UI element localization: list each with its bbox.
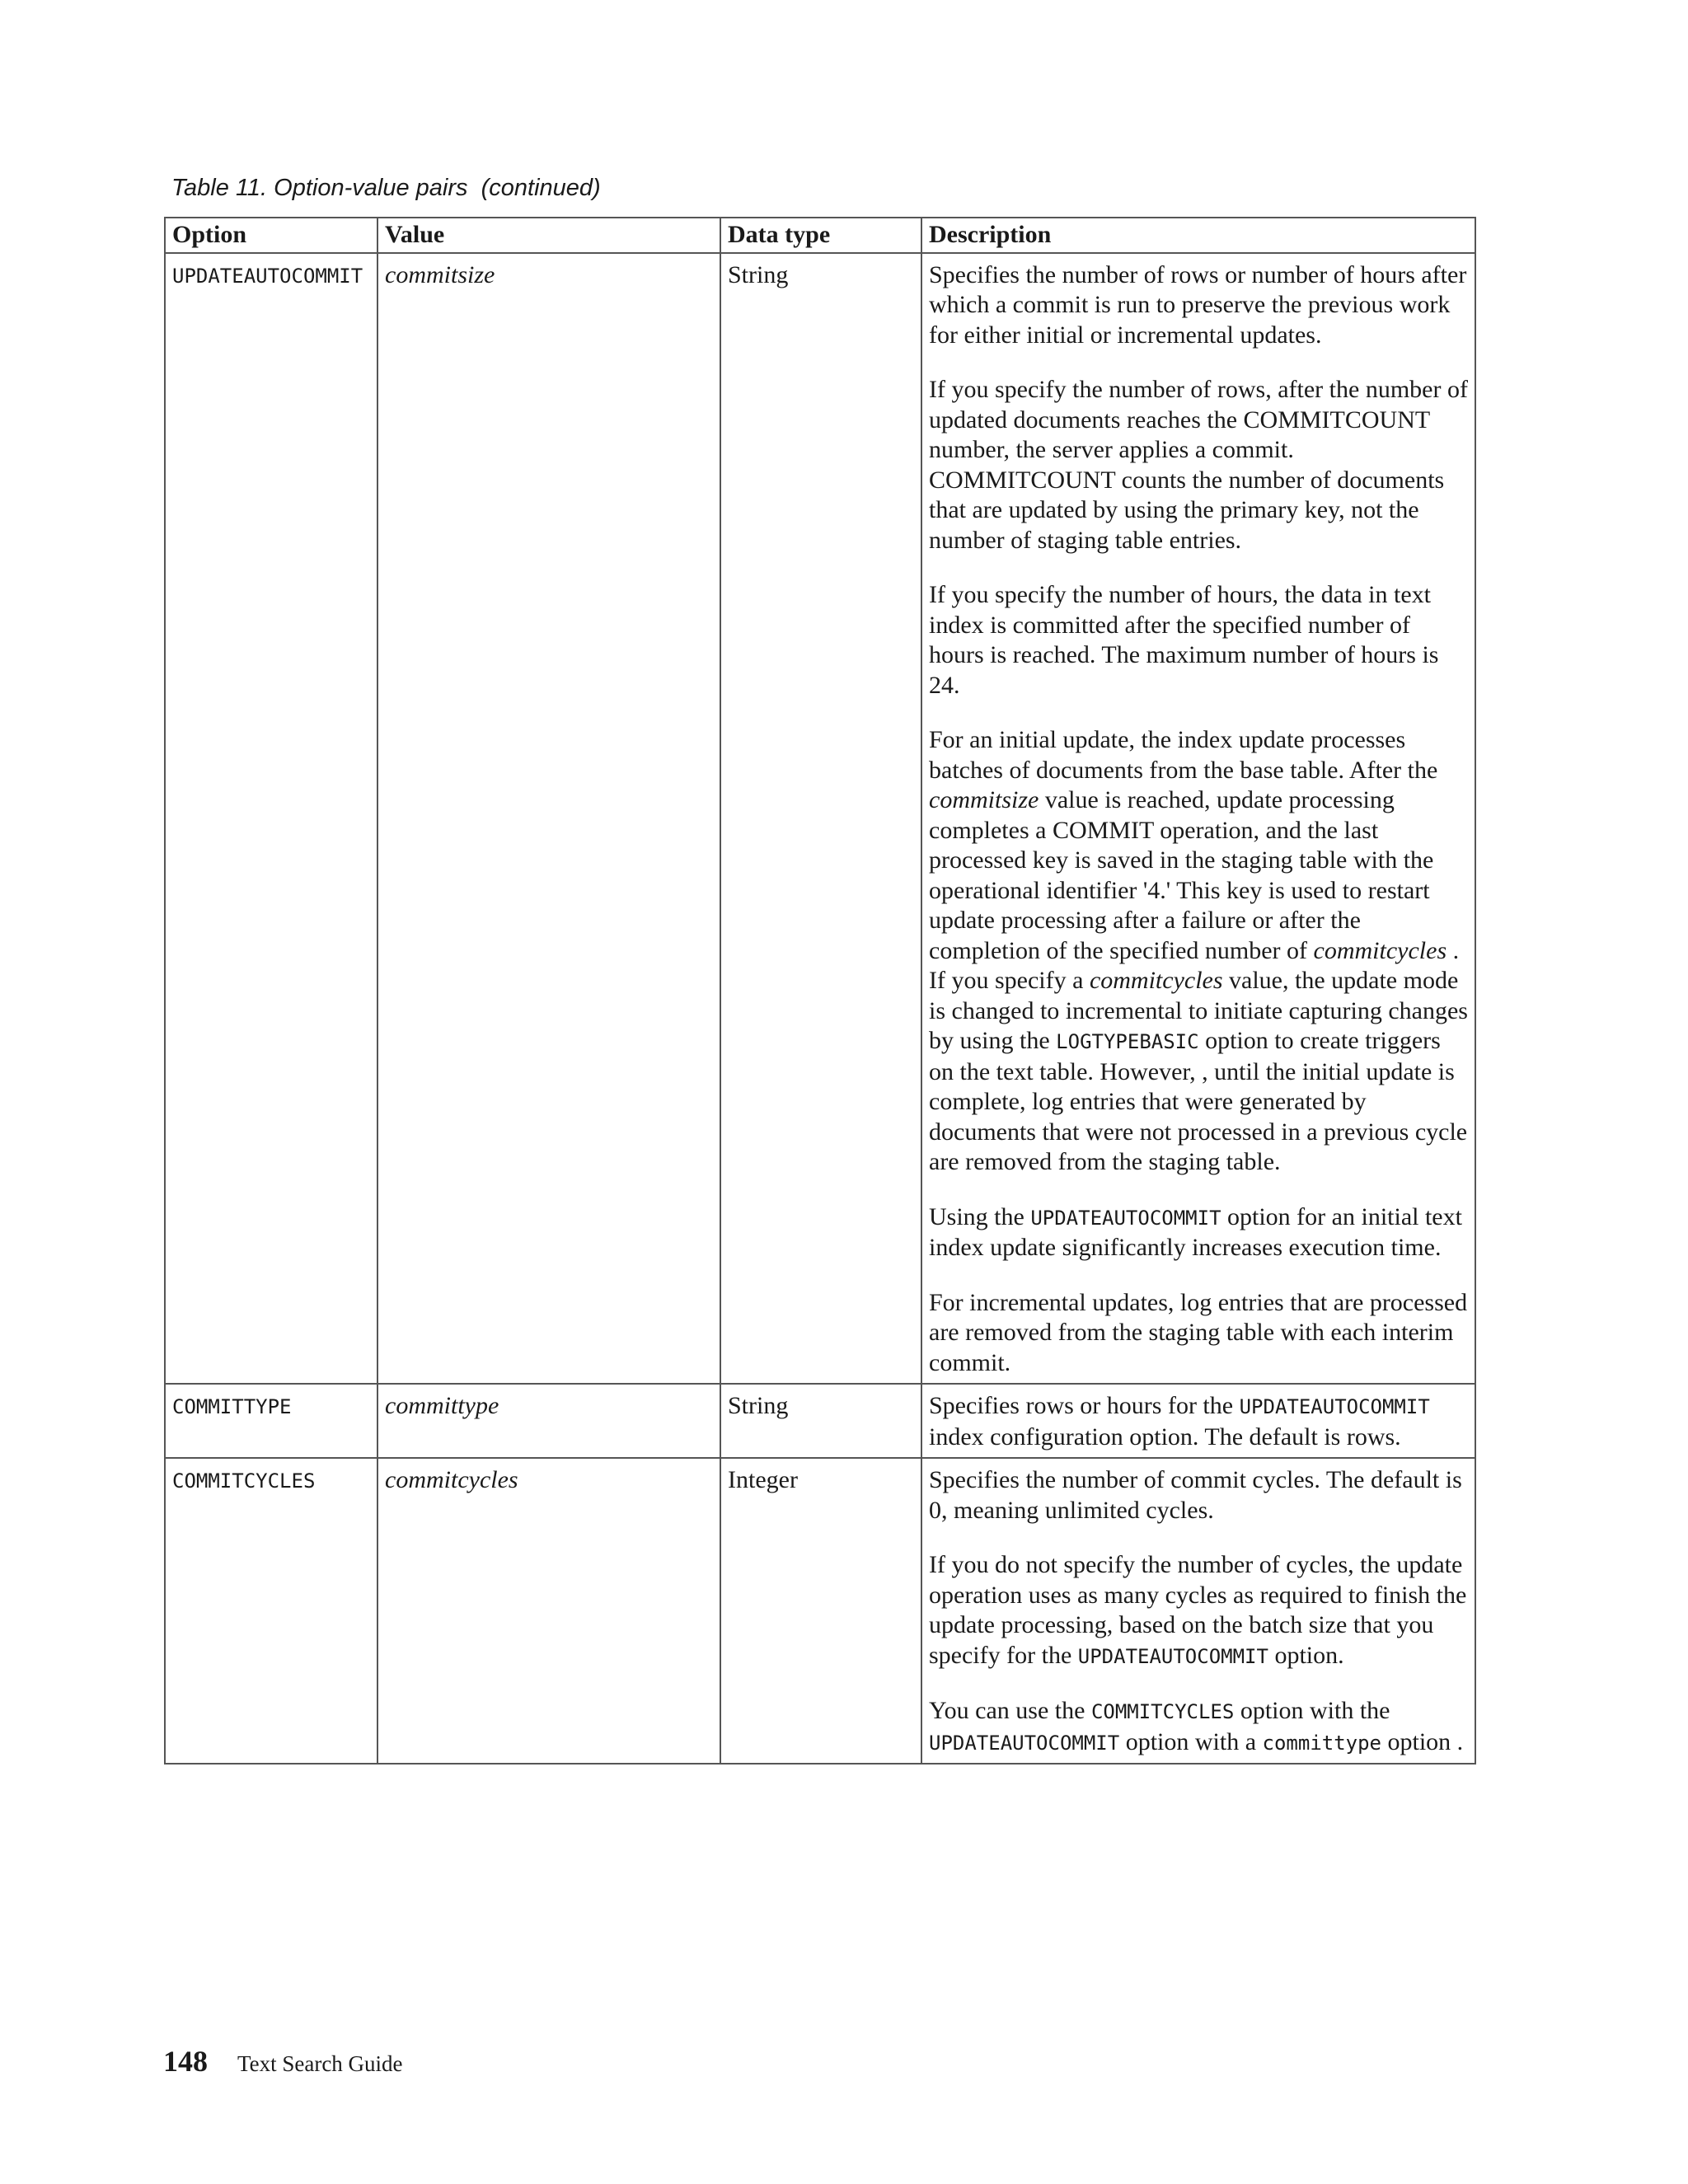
value-cell [377, 1458, 720, 1764]
description-paragraph [929, 1550, 1468, 1671]
description-paragraph: If you specify the number of rows, after the number of updated documents reaches the COMMITCOUNT number, the server applies a commit. COMMITCOUNT counts the number of documents that are updated by using the primary key, not the number of staging table entries. [929, 376, 1468, 554]
option-name: COMMITCYCLES [172, 1469, 316, 1493]
option-value: committype [385, 1392, 499, 1419]
text-run: Specifies rows or hours for the [929, 1392, 1240, 1419]
option-cell [165, 1384, 377, 1458]
table-caption: Table 11. Option-value pairs (continued) [171, 175, 601, 201]
text-run: option for an initial text index update significantly increases execution time. [929, 1202, 1462, 1261]
text-run: value, the update mode is changed to incremental to initiate capturing changes by using the [929, 967, 1468, 1054]
code-term: LOGTYPEBASIC [1056, 1030, 1199, 1053]
text-run: option . [1381, 1727, 1464, 1755]
description-paragraph [929, 1696, 1468, 1758]
data-type-cell: String [720, 1384, 921, 1458]
code-term: UPDATEAUTOCOMMIT [1077, 1644, 1268, 1668]
book-title: Text Search Guide [237, 2051, 403, 2076]
option-name: UPDATEAUTOCOMMIT [172, 264, 363, 288]
text-run: Using the [929, 1202, 1031, 1230]
text-run: For an initial update, the index update processes batches of documents from the base table. After the [929, 726, 1438, 784]
code-term: committype [1262, 1731, 1382, 1755]
header-value: Value [377, 218, 720, 253]
italic-term: commitcycles [1313, 936, 1447, 964]
description-paragraph: Specifies the number of rows or number of hours after which a commit is run to preserve the previous work for either initial or incremental updates. [929, 260, 1467, 349]
text-run: option to create triggers on the text table. However, , until the initial update is complete, log entries that were generated by documents that were not processed in a previous cycle are removed from the staging table. [929, 1027, 1468, 1175]
data-type-cell: String [720, 253, 921, 1385]
text-run: . If you specify a [929, 936, 1460, 994]
italic-term: commitcycles [1089, 967, 1223, 994]
header-description: Description [921, 218, 1475, 253]
description-paragraph: If you specify the number of hours, the data in text index is committed after the specified number of hours is reached. The maximum number of hours is 24. [929, 581, 1439, 699]
description-cell [921, 1458, 1475, 1764]
option-cell [165, 1458, 377, 1764]
description-paragraph [929, 1391, 1468, 1452]
description-cell [921, 253, 1475, 1385]
table-header-row [165, 218, 1475, 253]
text-run: You can use the [929, 1697, 1091, 1724]
description-cell [921, 1384, 1475, 1458]
page-number: 148 [163, 2045, 208, 2078]
code-term: UPDATEAUTOCOMMIT [1239, 1395, 1430, 1418]
data-type-cell: Integer [720, 1458, 921, 1764]
code-term: COMMITCYCLES [1090, 1700, 1235, 1723]
option-value: commitsize [385, 260, 495, 288]
text-run: value is reached, update processing completes a COMMIT operation, and the last processed key is saved in the staging table with the operational identifier '4.' This key is used to restart update processing after a failure or after the completion of the specified number of [929, 786, 1434, 964]
description-paragraph [929, 1202, 1468, 1263]
header-option: Option [165, 218, 377, 253]
description-paragraph: For incremental updates, log entries that are processed are removed from the staging table with each interim commit. [929, 1288, 1468, 1376]
table-row [165, 1458, 1475, 1764]
description-paragraph: Specifies the number of commit cycles. The default is 0, meaning unlimited cycles. [929, 1466, 1462, 1524]
table-row [165, 253, 1475, 1385]
text-run: option with a [1119, 1727, 1263, 1755]
value-cell [377, 1384, 720, 1458]
table-row [165, 1384, 1475, 1458]
value-cell [377, 253, 720, 1385]
header-data-type: Data type [720, 218, 921, 253]
text-run: If you do not specify the number of cycles, the update operation uses as many cycles as required to finish the update processing, based on the batch size that you specify for the [929, 1551, 1467, 1669]
text-run: option. [1268, 1641, 1344, 1669]
option-cell [165, 253, 377, 1385]
page-footer [163, 2044, 403, 2079]
option-value-table [164, 217, 1476, 1765]
code-term: UPDATEAUTOCOMMIT [929, 1731, 1120, 1755]
text-run: option with the [1234, 1697, 1390, 1724]
italic-term: commitsize [929, 786, 1039, 813]
description-paragraph [929, 725, 1468, 1178]
code-term: UPDATEAUTOCOMMIT [1030, 1206, 1221, 1230]
text-run: index configuration option. The default is rows. [929, 1422, 1401, 1451]
option-name: COMMITTYPE [172, 1395, 292, 1418]
option-value: commitcycles [385, 1466, 518, 1493]
